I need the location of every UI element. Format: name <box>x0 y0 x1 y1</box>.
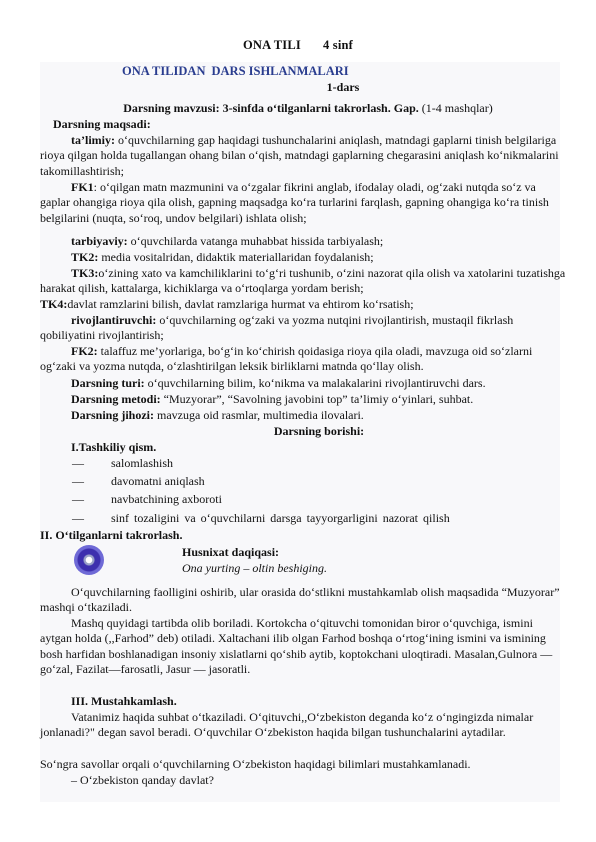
section-organizational: I.Tashkiliy qism. <box>71 440 157 454</box>
calligraphy-title: Husnixat daqiqasi: <box>182 545 280 559</box>
lesson-method: Darsning metodi: “Muzyorar”, “Savolning javobini top” ta’limiy o‘yinlari, suhbat. <box>71 392 474 406</box>
goal-tk4: TK4:davlat ramzlarini bilish, davlat ramzlariga hurmat va ehtirom ko‘rsatish; <box>40 297 414 311</box>
calligraphy-text: Ona yurting – oltin beshiging. <box>182 561 327 575</box>
section-review: II. O‘tilganlarni takrorlash. <box>40 528 183 542</box>
lesson-number: 1-dars <box>326 80 360 94</box>
paragraph-questions: So‘ngra savollar orqali o‘quvchilarning O‘zbekiston haqidagi bilimlari mustahkamlanadi. <box>40 757 471 771</box>
lesson-topic: Darsning mavzusi: 3-sinfda o‘tilganlarni takrorlash. Gap. (1-4 mashqlar) <box>123 101 493 115</box>
disc-icon <box>74 545 104 575</box>
dash-marker: — <box>72 492 84 506</box>
question-1: – O‘zbekiston qanday davlat? <box>71 773 214 787</box>
goal-tarbiyaviy: tarbiyaviy: o‘quvchilarda vatanga muhabbat hissida tarbiyalash; <box>71 234 384 248</box>
document-header <box>0 38 596 53</box>
subject-title: ONA TILI <box>242 38 301 52</box>
document-page: ONA TILI 4 sinf ONA TILIDAN DARS ISHLANMALARI 1-dars Darsning mavzusi: 3-sinfda o‘tilganlarni takrorlash. Gap. (1-4 mashqlar) Darsning maqsadi: ta’limiy: o‘quvchilarning gap haqidagi tushunchalarini aniqlash, matndagi gaplarni tinish belgilariga rioya qilgan holda tugallangan ohang bilan o‘qish, matndagi gaplarning chegarasini aniqlash ko‘nikmalarini takomillashtirish; FK1: o‘qilgan matn mazmunini va o‘zgalar fikrini anglab, ifodalay oladi, og‘zaki nutqda so‘z va gaplar ohangiga rioya qila olish, gapning maqsadga ko‘ra turlarini farqlash, gapning ohangiga ko‘ra tinish belgilarini (nuqta, so‘roq, undov belgilari) ishlata olish; tarbiyaviy: o‘quvchilarda vatanga muhabbat hissida tarbiyalash; TK2: media vositalridan, didaktik materiallaridan foydalanish; TK3:o‘zining xato va kamchiliklarini to‘g‘ri tushunib, o‘zini nazorat qila olish va xatolarini tuzatishga harakat qilish, kattalarga, kichiklarga va o‘rtoqlarga yordam berish; TK4:davlat ramzlarini bilish, davlat ramzlariga hurmat va ehtirom ko‘rsatish; rivojlantiruvchi: o‘quvchilarning og‘zaki va yozma nutqini rivojlantirish, mustaqil fikrlash qobiliyatini rivojlantirish; FK2: talaffuz me’yorlariga, bo‘g‘in ko‘chirish qoidasiga rioya qila oladi, mavzuga oid so‘zlarni og‘zaki va yozma nutqda, o‘zlashtirilgan leksik birliklarni matnda qo‘llay olish. Darsning turi: o‘quvchilarning bilim, ko‘nikma va malakalarini rivojlantiruvchi dars. Darsning metodi: “Muzyorar”, “Savolning javobini top” ta’limiy o‘yinlari, suhbat. Darsning jihozi: mavzuga oid rasmlar, multimedia ilovalari. Darsning borishi: I.Tashkiliy qism. — salomlashish — davomatni aniqlash — navbatchining axboroti — sinf tozaligini va o‘quvchilarni darsga tayyorgarligini nazorat qilish II. O‘tilganlarni takrorlash. Husnixat daqiqasi: Ona yurting – oltin beshiging. O‘quvchilarning faolligini oshirib, ular orasida do‘stlikni mustahkamlab olish maqsadida “Muzyorar” mashqi o‘tkaziladi. Mashq quyidagi tartibda olib boriladi. Kortokcha o‘qituvchi tomonidan biror o‘quvchiga, ismini aytgan holda (,,Farhod” deb) otiladi. Xaltachani ilib olgan Farhod boshqa o‘rtog‘ining ismini va ismining bosh harfidan boshlanadigan insoniy xislatlarni qo‘shib aytib, koptokchani uloqtiradi. Masalan,Gulnora — go‘zal, Fazilat—farosatli, Jasur — jasoratli. III. Mustahkamlash. Vatanimiz haqida suhbat o‘tkaziladi. O‘qituvchi,,O‘zbekiston deganda ko‘z o‘ngingizda nimalar jonlanadi?" degan savol beradi. O‘quvchilar O‘zbekiston haqida bilgan tushunchalarini aytadilar. So‘ngra savollar orqali o‘quvchilarning O‘zbekiston haqidagi bilimlari mustahkamlanadi. – O‘zbekiston qanday davlat? <box>0 0 596 842</box>
lesson-progress-title: Darsning borishi: <box>273 424 365 438</box>
goal-talimiy: ta’limiy: o‘quvchilarning gap haqidagi tushunchalarini aniqlash, matndagi gaplarni tinish belgilariga rioya qilgan holda tugallangan ohang bilan o‘qish, matndagi gaplarning chegarasini aniqlash ko‘nikmalarini takomillashtirish; <box>40 133 559 178</box>
lesson-equipment: Darsning jihozi: mavzuga oid rasmlar, multimedia ilovalari. <box>71 408 364 422</box>
goal-rivojlantiruvchi: rivojlantiruvchi: o‘quvchilarning og‘zaki va yozma nutqini rivojlantirish, mustaqil fikrlash qobiliyatini rivojlantirish; <box>40 313 514 343</box>
lesson-plans-title: ONA TILIDAN DARS ISHLANMALARI <box>122 64 349 78</box>
goals-title: Darsning maqsadi: <box>53 117 151 131</box>
paragraph-exercise: Mashq quyidagi tartibda olib boriladi. Kortokcha o‘qituvchi tomonidan biror o‘quvchiga, ismini aytgan holda (,,Farhod” deb) otiladi. Xaltachani ilib olgan Farhod boshqa o‘rtog‘ining ismini va ismining bosh harfidan boshlanadigan insoniy xislatlarni qo‘shib aytib, koptokchani uloqtiradi. Masalan,Gulnora — go‘zal, Fazilat—farosatli, Jasur — jasoratli. <box>40 616 553 677</box>
paragraph-homeland: Vatanimiz haqida suhbat o‘tkaziladi. O‘qituvchi,,O‘zbekiston deganda ko‘z o‘ngingizda nimalar jonlanadi?" degan savol beradi. O‘quvchilar O‘zbekiston haqida bilgan tushunchalarini aytadilar. <box>40 710 534 740</box>
dash-marker: — <box>72 511 84 525</box>
section-consolidation: III. Mustahkamlash. <box>71 694 177 708</box>
dash-marker: — <box>72 474 84 488</box>
goal-fk2: FK2: talaffuz me’yorlariga, bo‘g‘in ko‘chirish qoidasiga rioya qila oladi, mavzuga oid so‘zlarni og‘zaki va yozma nutqda, o‘zlashtirilgan leksik birliklarni matnda qo‘llay olish. <box>40 344 533 374</box>
goal-tk2: TK2: media vositalridan, didaktik materiallaridan foydalanish; <box>71 250 374 264</box>
dash-marker: — <box>72 456 84 470</box>
paragraph-muzyorar: O‘quvchilarning faolligini oshirib, ular orasida do‘stlikni mustahkamlab olish maqsadida “Muzyorar” mashqi o‘tkaziladi. <box>40 585 560 615</box>
goal-tk3: TK3:o‘zining xato va kamchiliklarini to‘g‘ri tushunib, o‘zini nazorat qila olish va xatolarini tuzatishga harakat qilish, kattalarga, kichiklarga va o‘rtoqlarga yordam berish; <box>40 266 566 296</box>
goal-fk1: FK1: o‘qilgan matn mazmunini va o‘zgalar fikrini anglab, ifodalay oladi, og‘zaki nutqda so‘z va gaplar ohangiga rioya qila olish, gapning maqsadga ko‘ra turlarini farqlash, gapning ohangiga ko‘ra tinish belgilarini (nuqta, so‘roq, undov belgilari) ishlata olish; <box>40 180 549 225</box>
lesson-type: Darsning turi: o‘quvchilarning bilim, ko‘nikma va malakalarini rivojlantiruvchi dars. <box>71 376 486 390</box>
grade-label: 4 sinf <box>322 38 354 52</box>
